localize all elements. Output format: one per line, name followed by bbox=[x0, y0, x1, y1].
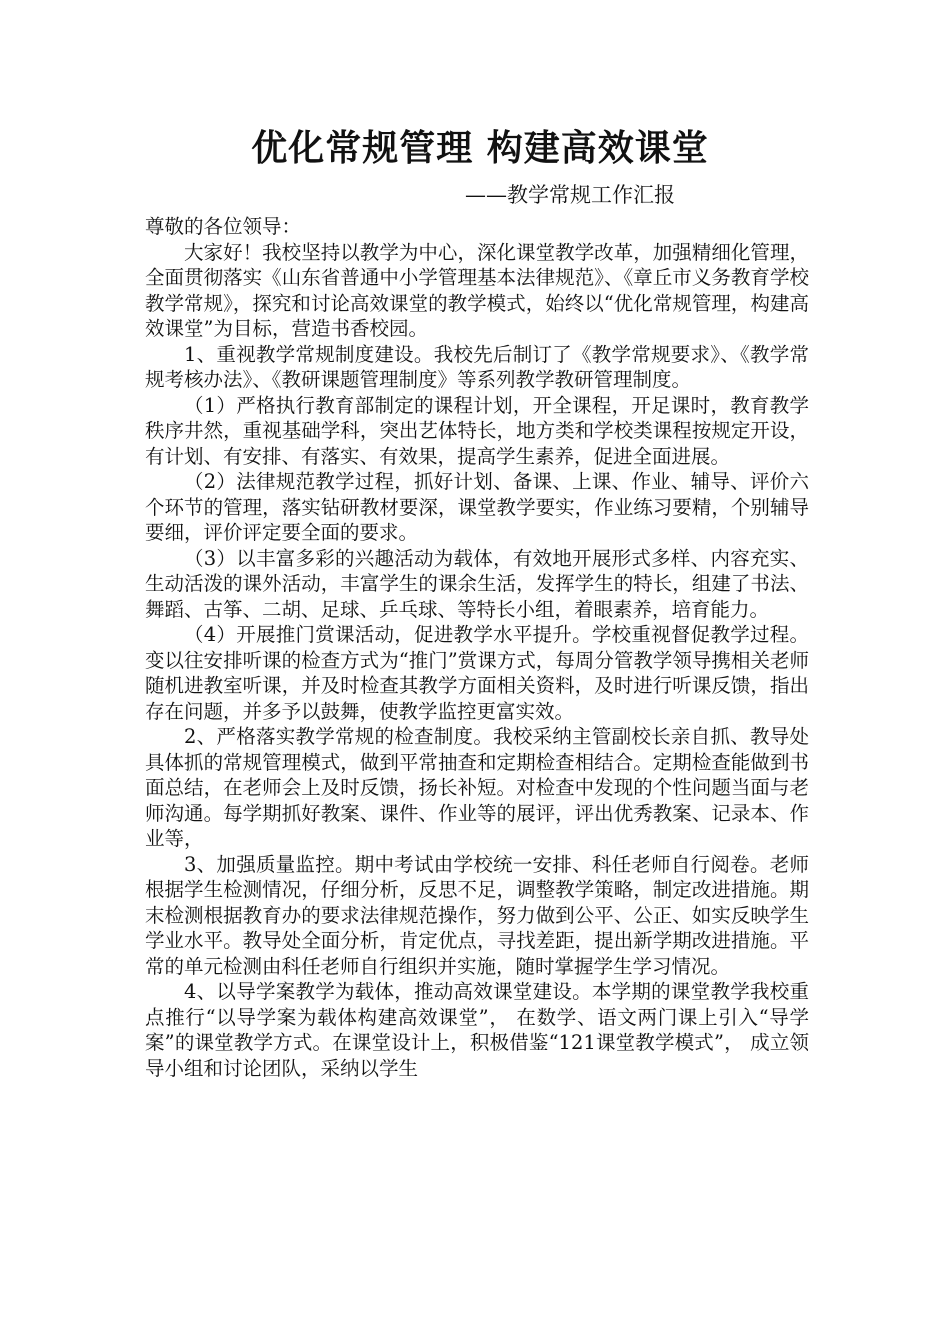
paragraph-intro: 大家好！我校坚持以教学为中心，深化课堂教学改革，加强精细化管理，全面贯彻落实《山东省普通中小学管理基本法律规范》、《章丘市义务教育学校教学常规》，探究和讨论高效课堂的教学模式，始终以“优化常规管理，构建高效课堂”为目标，营造书香校园。 bbox=[145, 240, 809, 340]
document-page bbox=[145, 120, 809, 1081]
paragraph-section-4: 4、以导学案教学为载体，推动高效课堂建设。本学期的课堂教学我校重点推行“以导学案为载体构建高效课堂”， 在数学、语文两门课上引入“导学案”的课堂教学方式。在课堂设计上，积极借鉴“121课堂教学模式”， 成立领导小组和讨论团队，采纳以学生 bbox=[145, 980, 809, 1080]
paragraph-section-2: 2、严格落实教学常规的检查制度。我校采纳主管副校长亲自抓、教导处具体抓的常规管理模式，做到平常抽查和定期检查相结合。定期检查能做到书面总结，在老师会上及时反馈，扬长补短。对检查中发现的个性问题当面与老师沟通。每学期抓好教案、课件、作业等的展评，评出优秀教案、记录本、作业等， bbox=[145, 725, 809, 850]
paragraph-section-1: 1、重视教学常规制度建设。我校先后制订了《教学常规要求》、《教学常规考核办法》、《教研课题管理制度》等系列教学教研管理制度。 bbox=[145, 342, 809, 391]
paragraph-section-3: 3、加强质量监控。期中考试由学校统一安排、科任老师自行阅卷。老师根据学生检测情况，仔细分析，反思不足，调整教学策略，制定改进措施。期末检测根据教育办的要求法律规范操作，努力做到公平、公正、如实反映学生学业水平。教导处全面分析，肯定优点，寻找差距，提出新学期改进措施。平常的单元检测由科任老师自行组织并实施，随时掌握学生学习情况。 bbox=[145, 852, 809, 978]
paragraph-item-2: （2）法律规范教学过程，抓好计划、备课、上课、作业、辅导、评价六个环节的管理，落实钻研教材要深，课堂教学要实，作业练习要精，个别辅导要细，评价评定要全面的要求。 bbox=[145, 470, 809, 544]
paragraph-item-3: （3）以丰富多彩的兴趣活动为载体，有效地开展形式多样、内容充实、生动活泼的课外活动，丰富学生的课余生活，发挥学生的特长，组建了书法、舞蹈、古筝、二胡、足球、乒乓球、等特长小组，着眼素养，培育能力。 bbox=[145, 546, 809, 621]
document-subtitle: ——教学常规工作汇报 bbox=[465, 183, 675, 207]
paragraph-item-4: （4）开展推门赏课活动，促进教学水平提升。学校重视督促教学过程。变以往安排听课的检查方式为“推门”赏课方式，每周分管教学领导携相关老师随机进教室听课，并及时检查其教学方面相关资料，及时进行听课反馈，指出存在问题，并多予以鼓舞，使教学监控更富实效。 bbox=[145, 623, 809, 723]
document-title: 优化常规管理 构建高效课堂 bbox=[251, 128, 709, 169]
paragraph-item-1: （1）严格执行教育部制定的课程计划，开全课程，开足课时，教育教学秩序井然，重视基础学科，突出艺体特长，地方类和学校类课程按规定开设，有计划、有安排、有落实、有效果，提高学生素养，促进全面进展。 bbox=[145, 393, 809, 468]
greeting-line: 尊敬的各位领导： bbox=[145, 215, 302, 238]
